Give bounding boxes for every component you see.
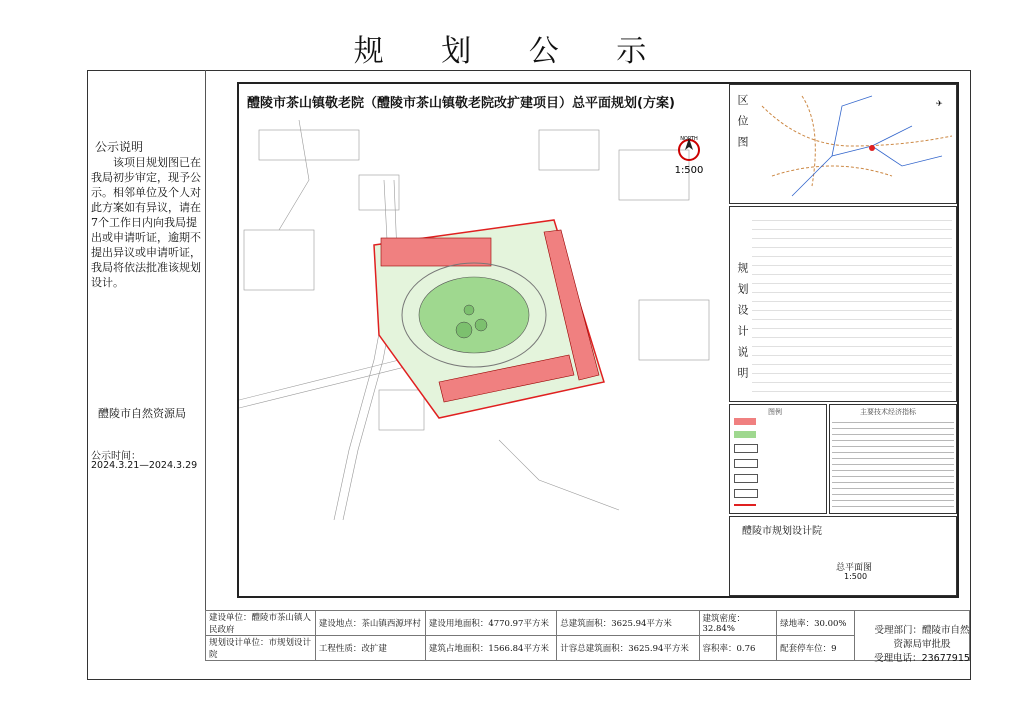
notice-bureau: 醴陵市自然资源局 bbox=[98, 407, 186, 420]
location-label: 区位图 bbox=[736, 94, 749, 157]
info-cell: 建设地点：茶山镇西源坪村 bbox=[315, 611, 425, 636]
site-plan-drawing bbox=[239, 120, 727, 520]
design-notes bbox=[752, 212, 952, 397]
plan-scale: 1:500 bbox=[674, 165, 704, 176]
dept-phone: 受理电话：23677915 bbox=[874, 653, 970, 664]
accepting-dept bbox=[872, 624, 972, 666]
info-cell: 建筑占地面积：1566.84平方米 bbox=[425, 636, 556, 661]
indicators-heading: 主要技术经济指标 bbox=[860, 408, 916, 416]
info-cell: 建设用地面积：4770.97平方米 bbox=[425, 611, 556, 636]
legend-items bbox=[734, 418, 758, 506]
plan-title: 醴陵市茶山镇敬老院（醴陵市茶山镇敬老院改扩建项目）总平面规划(方案) bbox=[247, 96, 675, 111]
design-label: 规划设计说明 bbox=[736, 262, 749, 388]
info-cell: 容积率：0.76 bbox=[699, 636, 777, 661]
building-north bbox=[381, 238, 491, 266]
compass-icon: ✈ bbox=[936, 99, 943, 108]
indicators-table bbox=[832, 417, 954, 511]
drawing-name: 总平面图 bbox=[836, 563, 873, 573]
legend-heading: 图例 bbox=[768, 408, 782, 416]
institute-name: 醴陵市规划设计院 bbox=[742, 526, 822, 537]
info-cell: 建筑密度：32.84% bbox=[699, 611, 777, 636]
courtyard-lawn bbox=[419, 277, 529, 353]
notice-heading: 公示说明 bbox=[95, 140, 144, 154]
project-info-table bbox=[205, 610, 970, 661]
info-cell: 配套停车位：9 bbox=[777, 636, 855, 661]
info-cell: 总建筑面积：3625.94平方米 bbox=[557, 611, 699, 636]
info-cell: 绿地率：30.00% bbox=[777, 611, 855, 636]
period-label: 公示时间： bbox=[91, 451, 141, 462]
info-cell: 建设单位：醴陵市茶山镇人民政府 bbox=[206, 611, 316, 636]
drawing-scale: 1:500 bbox=[844, 572, 868, 581]
info-cell: 计容总建筑面积：3625.94平方米 bbox=[557, 636, 699, 661]
north-label: NORTH bbox=[680, 136, 698, 142]
dept-name: 受理部门：醴陵市自然资源局审批股 bbox=[874, 625, 970, 650]
info-cell: 规划设计单位：市规划设计院 bbox=[206, 636, 316, 661]
notice-body: 该项目规划图已在我局初步审定，现予公示。相邻单位及个人对此方案如有异议，请在7个工作日内向我局提出或申请听证，逾期不提出异议或申请听证，我局将依法批准该规划设计。 bbox=[91, 156, 201, 289]
period-value: 2024.3.21—2024.3.29 bbox=[91, 460, 198, 471]
location-map bbox=[752, 86, 955, 202]
info-cell: 工程性质：改扩建 bbox=[315, 636, 425, 661]
page-title: 规 划 公 示 bbox=[353, 34, 671, 69]
